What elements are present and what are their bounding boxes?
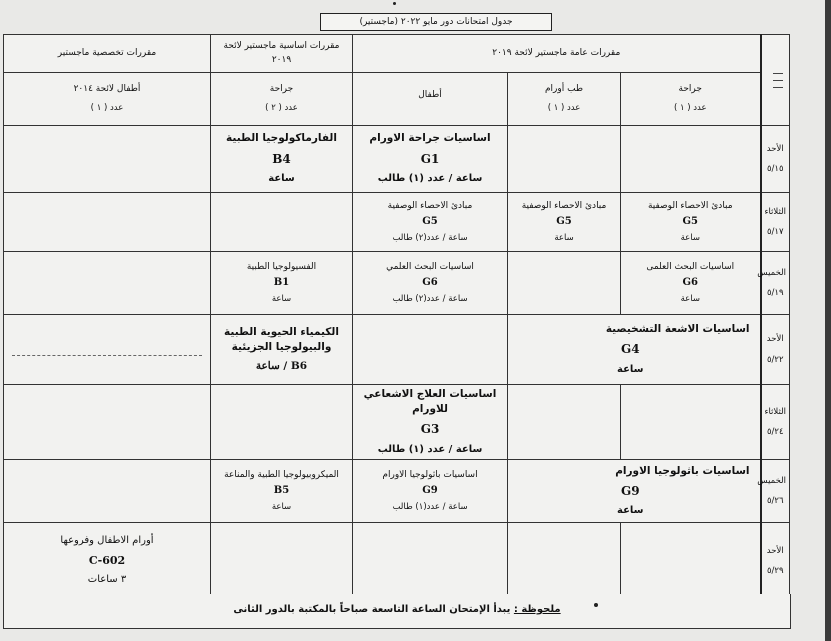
column-count: عدد ( ١ ) [673,103,707,114]
dashed-scan-line [12,355,202,356]
exam-cell [211,315,353,385]
column-header [508,73,621,126]
day-date: ٥/٢٩ [766,565,784,576]
course-name: الميكروبيولوجيا الطبية والمناعة [224,470,339,481]
exam-cell-empty [211,523,353,599]
footer-note [3,594,791,629]
footer-note-text [4,604,790,615]
course-code: B4 [272,151,291,166]
day-name: الخميس [757,476,787,487]
column-header-row [4,73,790,126]
course-note: ساعة [271,501,292,512]
course-note: ساعة [271,293,292,304]
course-name: الفارماكولوجيا الطبية [226,132,337,145]
table-row [4,126,790,193]
course-note: ساعة / عدد(٢) طالب [392,293,468,304]
day-date: ٥/٢٢ [766,354,784,365]
column-count: عدد ( ٢ ) [265,103,298,114]
course-name-line2: والبيولوجيا الجزيئية [231,340,332,353]
course-code: G9 [620,483,640,498]
exam-cell [353,193,508,252]
scan-edge [825,0,831,641]
course-note: ساعة [617,505,644,517]
day-name: الثلاثاء [764,206,787,217]
day-cell [761,315,790,385]
course-note: ساعة [617,363,644,375]
exam-cell-empty [353,315,508,385]
exam-cell-empty [4,193,211,252]
exam-cell-empty [4,460,211,523]
exam-cell-empty [4,385,211,460]
table-row [4,315,790,385]
exam-cell [621,252,761,315]
exam-cell-empty [211,385,353,460]
course-name: مبادئ الاحصاء الوصفية [647,201,733,212]
course-note: ساعة / عدد (١) طالب [377,173,483,185]
exam-schedule-table [3,34,790,599]
course-code: G6 [682,277,699,289]
course-note: ٣ ساعات [87,573,127,585]
course-code: G4 [620,342,640,357]
day-name: الأحد [766,545,784,556]
course-note: ساعة / عدد(١) طالب [392,501,468,512]
column-label: جراحة [678,84,702,95]
exam-cell-empty [621,385,761,460]
exam-cell-empty [508,523,621,599]
group-header-row [4,35,790,73]
column-label: جراحة [269,84,294,95]
column-label: أطفال [418,90,442,101]
course-note: ساعة / عدد (١) طالب [377,443,483,455]
exam-cell-empty [621,126,761,193]
scan-dot [594,603,598,607]
corner-mark [771,55,785,105]
course-name: اساسيات الاشعة التشخيصية [605,322,750,335]
course-name: اساسيات باثولوجيا الاورام [382,470,478,481]
day-date: ٥/٢٦ [766,496,784,507]
exam-cell-empty [508,252,621,315]
column-label: طب أورام [544,84,584,95]
column-header [621,73,761,126]
day-date: ٥/١٥ [766,164,784,174]
table-row [4,460,790,523]
course-code: B6 / ساعة [255,360,308,373]
course-note: ساعة [554,232,574,243]
course-code: 602-C [88,553,126,567]
exam-cell [353,460,508,523]
course-name: أورام الاطفال وفروعها [60,535,154,547]
course-name: الكيمياء الحيوية الطبية [224,325,339,338]
exam-cell [353,252,508,315]
column-header [4,73,211,126]
course-code: G9 [422,485,438,497]
course-note: ساعة / عدد(٢) طالب [392,232,468,243]
course-name: اساسيات جراحة الاورام [369,132,491,145]
exam-cell [508,315,761,385]
exam-cell-empty [353,523,508,599]
exam-cell [621,193,761,252]
column-header [353,73,508,126]
course-code: G5 [422,216,438,228]
day-cell [761,193,790,252]
course-name: اساسيات البحث العلمي [386,262,474,273]
course-code: G6 [422,277,438,289]
exam-cell-empty [508,126,621,193]
table-row [4,523,790,599]
day-name: الأحد [766,143,784,154]
exam-cell-empty [621,523,761,599]
note-label: ملحوظة : [513,604,561,615]
course-name: الفسيولوجيا الطبية [246,262,317,273]
exam-cell-empty [508,385,621,460]
table-row [4,385,790,460]
group-general: مقررات عامة ماجستير لائحة ٢٠١٩ [353,35,761,73]
table-row [4,252,790,315]
exam-cell-empty [4,315,211,385]
exam-cell-empty [4,252,211,315]
table-row [4,193,790,252]
course-name: اساسيات العلاج الاشعاعي للاورام [363,388,497,416]
exam-cell-empty [4,126,211,193]
exam-cell [211,460,353,523]
day-cell [761,523,790,599]
day-cell [757,460,790,523]
exam-cell [211,252,353,315]
exam-cell [353,385,508,460]
exam-cell [211,126,353,193]
column-header [211,73,353,126]
column-count: عدد ( ١ ) [90,103,124,114]
page-title: جدول امتحانات دور مايو ٢٠٢٢ (ماجستير) [320,13,552,31]
course-code: G3 [420,422,440,437]
day-name: الأحد [766,334,784,345]
course-code: G5 [556,216,572,228]
column-count: عدد ( ١ ) [547,103,581,114]
exam-cell [508,460,761,523]
scan-dot [393,2,396,5]
day-cell [757,252,790,315]
course-note: ساعة [680,293,700,304]
course-name: مبادئ الاحصاء الوصفية [521,201,607,212]
column-label: أطفال لائحة ٢٠١٤ [73,84,141,95]
course-note: ساعة [268,173,295,185]
note-content: يبدأ الإمتحان الساعة التاسعة صباحاً بالمكتبة بالدور الثانى [233,604,514,615]
exam-cell [353,126,508,193]
course-note: ساعة [680,232,700,243]
course-name: اساسيات البحث العلمى [646,262,735,273]
course-name: اساسيات باثولوجيا الاورام [615,464,750,477]
course-code: G1 [420,151,440,166]
exam-cell [4,523,211,599]
day-date: ٥/١٩ [766,288,784,298]
day-name: الثلاثاء [764,406,787,417]
exam-cell-empty [211,193,353,252]
course-code: B1 [273,277,290,289]
group-basic: مقررات اساسية ماجستير لائحة ٢٠١٩ [211,35,353,73]
course-name: مبادئ الاحصاء الوصفية [387,201,473,212]
day-date: ٥/٢٤ [766,427,784,438]
exam-cell [508,193,621,252]
day-cell [761,126,790,193]
course-code: B5 [273,485,290,497]
day-date: ٥/١٧ [766,227,784,237]
day-name: الخميس [757,267,787,278]
day-cell [761,385,790,460]
group-specialty: مقررات تخصصية ماجستير [4,35,211,73]
course-code: G5 [682,216,699,228]
